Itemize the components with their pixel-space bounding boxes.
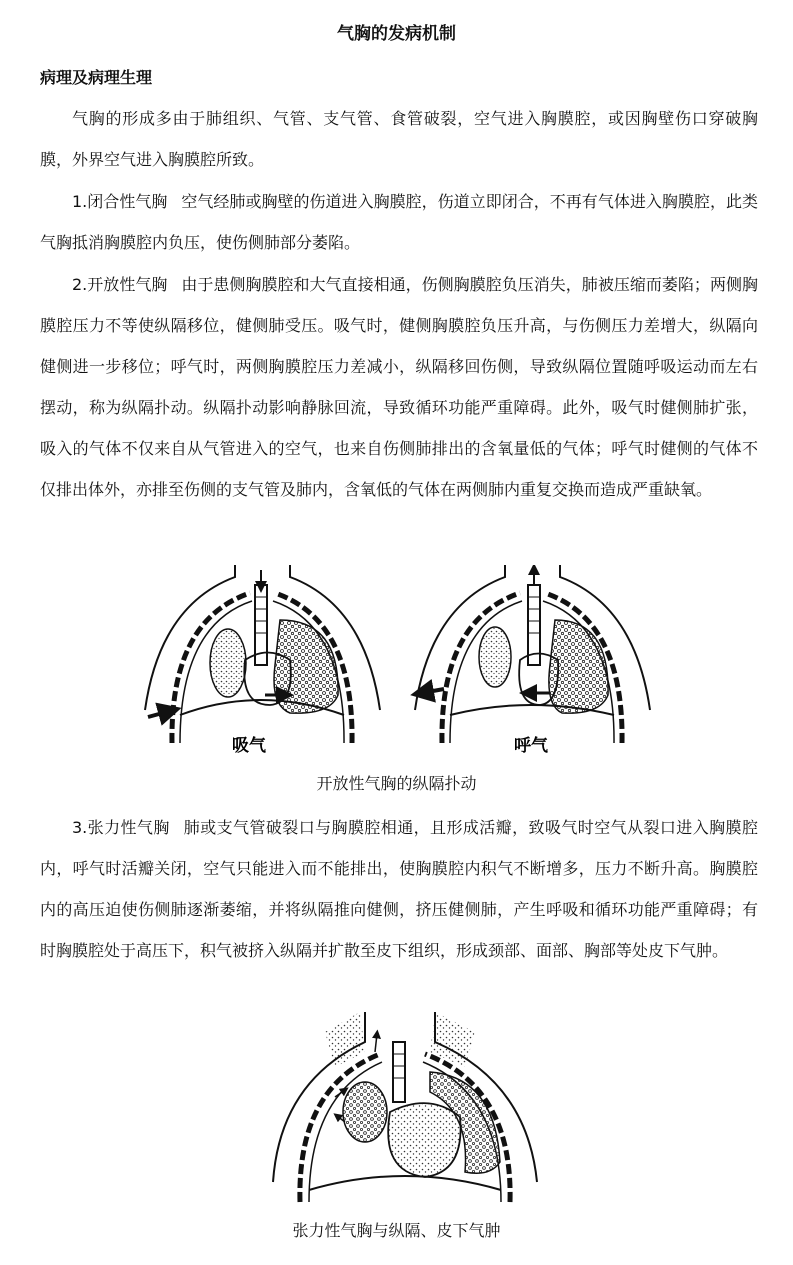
- chest-diagram-pair: [140, 565, 660, 760]
- item-open-pneumothorax: [40, 264, 758, 510]
- item-lead: 2.开放性气胸: [72, 275, 168, 294]
- open-pneumothorax-figure: [140, 565, 660, 760]
- section-heading: 病理及病理生理: [40, 68, 153, 87]
- figure1-caption: 开放性气胸的纵隔扑动: [316, 774, 477, 793]
- item-text: 空气经肺或胸壁的伤道进入胸膜腔，伤道立即闭合，不再有气体进入胸膜腔，此类气胸抵消胸膜腔内负压，使伤侧肺部分萎陷。: [40, 192, 758, 252]
- figure2-caption: 张力性气胸与纵隔、皮下气肿: [292, 1221, 501, 1240]
- inhale-chest-diagram: [145, 565, 380, 756]
- item-tension-pneumothorax: [40, 807, 758, 971]
- item-text: 由于患侧胸膜腔和大气直接相通，伤侧胸膜腔负压消失，肺被压缩而萎陷；两侧胸膜腔压力不等使纵隔移位，健侧肺受压。吸气时，健侧胸膜腔负压升高，与伤侧压力差增大，纵隔向健侧进一步移位；呼气时，两侧胸膜腔压力差减小，纵隔移回伤侧，导致纵隔位置随呼吸运动而左右摆动，称为纵隔扑动。纵隔扑动影响静脉回流，导致循环功能严重障碍。此外，吸气时健侧肺扩张，吸入的气体不仅来自从气管进入的空气，也来自伤侧肺排出的含氧量低的气体；呼气时健侧的气体不仅排出体外，亦排至伤侧的支气管及肺内，含氧低的气体在两侧肺内重复交换而造成严重缺氧。: [40, 275, 758, 499]
- item-lead: 3.张力性气胸: [72, 818, 170, 837]
- document-title: 气胸的发病机制: [337, 24, 456, 44]
- intro-paragraph: 气胸的形成多由于肺组织、气管、支气管、食管破裂，空气进入胸膜腔，或因胸壁伤口穿破胸膜，外界空气进入胸膜腔所致。: [40, 109, 758, 169]
- item-closed-pneumothorax: [40, 181, 758, 263]
- tension-chest-diagram: [265, 1012, 545, 1207]
- inhale-label: 吸气: [232, 736, 266, 756]
- exhale-chest-diagram: [415, 565, 650, 756]
- item-lead: 1.闭合性气胸: [72, 192, 168, 211]
- item-text: 肺或支气管破裂口与胸膜腔相通，且形成活瓣，致吸气时空气从裂口进入胸膜腔内，呼气时活瓣关闭，空气只能进入而不能排出，使胸膜腔内积气不断增多，压力不断升高。胸膜腔内的高压迫使伤侧肺逐渐萎缩，并将纵隔推向健侧，挤压健侧肺，产生呼吸和循环功能严重障碍；有时胸膜腔处于高压下，积气被挤入纵隔并扩散至皮下组织，形成颈部、面部、胸部等处皮下气肿。: [40, 818, 758, 960]
- tension-pneumothorax-figure: [265, 1012, 545, 1207]
- exhale-label: 呼气: [514, 736, 548, 756]
